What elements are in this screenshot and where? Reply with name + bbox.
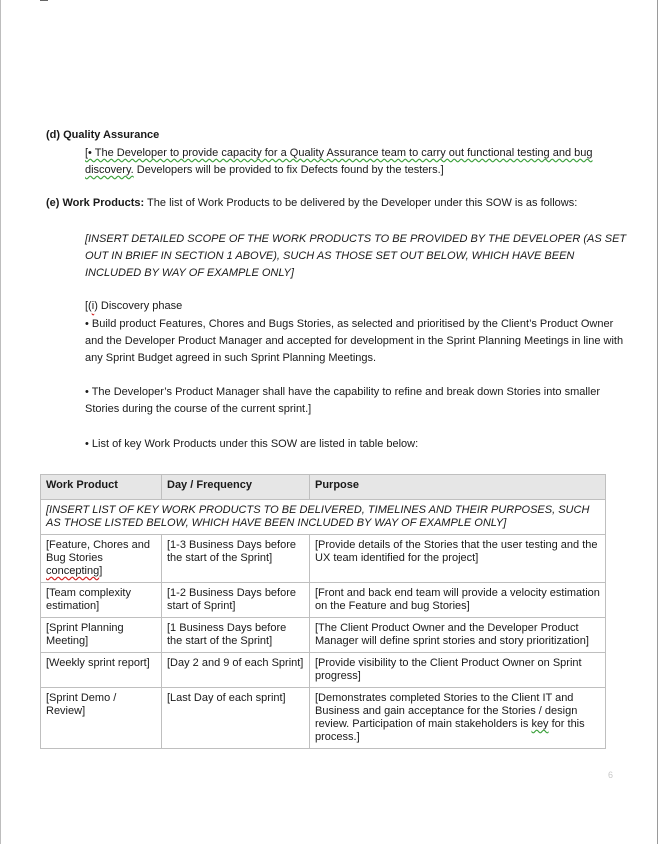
table-cell-day: [Last Day of each sprint]	[162, 688, 310, 749]
bullet3-line: • List of key Work Products under this SOW are listed in table below:	[85, 438, 419, 450]
table-cell-product-close: ]	[99, 565, 103, 577]
quality-assurance-heading: (d) Quality Assurance	[46, 129, 160, 141]
work-products-heading-line	[46, 195, 577, 212]
quality-assurance-line1-text: [• The Developer to provide capacity for a Quality Assurance team to carry out functional testing and bug	[85, 147, 593, 159]
table-cell-purpose: [Provide details of the Stories that the user testing and the UX team identified for the project]	[310, 535, 606, 583]
table-row	[41, 688, 606, 749]
table-header-purpose: Purpose	[310, 475, 606, 500]
table-cell-purpose-key-word: key	[531, 718, 549, 730]
table-cell-purpose	[310, 688, 606, 749]
quality-assurance-line2-rest: Developers will be provided to fix Defects found by the testers.]	[133, 164, 444, 176]
table-cell-day: [Day 2 and 9 of each Sprint]	[162, 653, 310, 688]
discovery-phase-heading	[85, 298, 182, 315]
table-cell-purpose: [Front and back end team will provide a velocity estimation on the Feature and bug Stories]	[310, 583, 606, 618]
bullet1-line-2: and the Developer Product Manager and accepted for development in the Sprint Planning Meetings in line with	[85, 335, 624, 347]
table-cell-day: [1-3 Business Days before the start of the Sprint]	[162, 535, 310, 583]
table-cell-purpose: [Provide visibility to the Client Product Owner on Sprint progress]	[310, 653, 606, 688]
table-cell-purpose: [The Client Product Owner and the Developer Product Manager will define sprint stories and story prioritization]	[310, 618, 606, 653]
table-cell-product-concepting: concepting	[46, 565, 100, 577]
bullet1-line-3: any Sprint Budget agreed in such Sprint Planning Meetings.	[85, 352, 377, 364]
table-header-row	[41, 475, 606, 500]
discovery-phase-open: [(	[85, 300, 92, 312]
insert-scope-line-3: INCLUDED BY WAY OF EXAMPLE ONLY]	[85, 267, 294, 279]
table-row	[41, 653, 606, 688]
page-corner-mark	[40, 0, 48, 1]
bullet2-line-2: Stories during the course of the current sprint.]	[85, 403, 312, 415]
discovery-phase-numeral: i	[91, 300, 95, 312]
table-header-work-product: Work Product	[41, 475, 162, 500]
table-cell-product: [Weekly sprint report]	[41, 653, 162, 688]
table-cell-purpose-end: for this process.]	[315, 718, 585, 743]
table-cell-day: [1 Business Days before the start of the Sprint]	[162, 618, 310, 653]
table-insert-note: [INSERT LIST OF KEY WORK PRODUCTS TO BE DELIVERED, TIMELINES AND THEIR PURPOSES, SUCH AS THOSE LISTED BELOW, WHICH HAVE BEEN INCLUDED BY WAY OF EXAMPLE ONLY]	[41, 500, 606, 535]
insert-scope-line-1: [INSERT DETAILED SCOPE OF THE WORK PRODUCTS TO BE PROVIDED BY THE DEVELOPER (AS SET	[85, 233, 627, 245]
bullet1-line-1: • Build product Features, Chores and Bugs Stories, as selected and prioritised by the Client’s Product Owner	[85, 318, 614, 330]
table-cell-day: [1-2 Business Days before start of Sprint]	[162, 583, 310, 618]
table-row	[41, 618, 606, 653]
discovery-phase-title: ) Discovery phase	[94, 300, 183, 312]
table-cell-product: [Sprint Demo / Review]	[41, 688, 162, 749]
insert-scope-line-2: OUT IN BRIEF IN SECTION 1 ABOVE), SUCH AS THOSE SET OUT BELOW, WHICH HAVE BEEN	[85, 250, 575, 262]
table-cell-product: [Team complexity estimation]	[41, 583, 162, 618]
quality-assurance-text-line2	[85, 162, 444, 179]
table-cell-product	[41, 535, 162, 583]
table-header-day-frequency: Day / Frequency	[162, 475, 310, 500]
table-row	[41, 583, 606, 618]
quality-assurance-text-line1	[85, 145, 592, 162]
table-cell-product: [Sprint Planning Meeting]	[41, 618, 162, 653]
bullet2-line-1: • The Developer’s Product Manager shall have the capability to refine and break down Stories into smaller	[85, 386, 601, 398]
work-products-heading: (e) Work Products:	[46, 197, 145, 209]
table-cell-product-text: [Feature, Chores and Bug Stories	[46, 539, 150, 564]
work-products-intro: The list of Work Products to be delivered by the Developer under this SOW is as follows:	[144, 197, 578, 209]
page-number: 6	[608, 770, 614, 780]
table-cell-purpose-text: [Demonstrates completed Stories to the Client IT and Business and gain acceptance for the Stories / design review. Participation of main stakeholders is	[315, 692, 578, 730]
page-border-right	[657, 0, 658, 844]
page-border-left	[0, 0, 1, 844]
table-note-row	[41, 500, 606, 535]
table-row	[41, 535, 606, 583]
work-products-table	[40, 474, 606, 749]
quality-assurance-discovery-word: discovery.	[85, 164, 134, 176]
